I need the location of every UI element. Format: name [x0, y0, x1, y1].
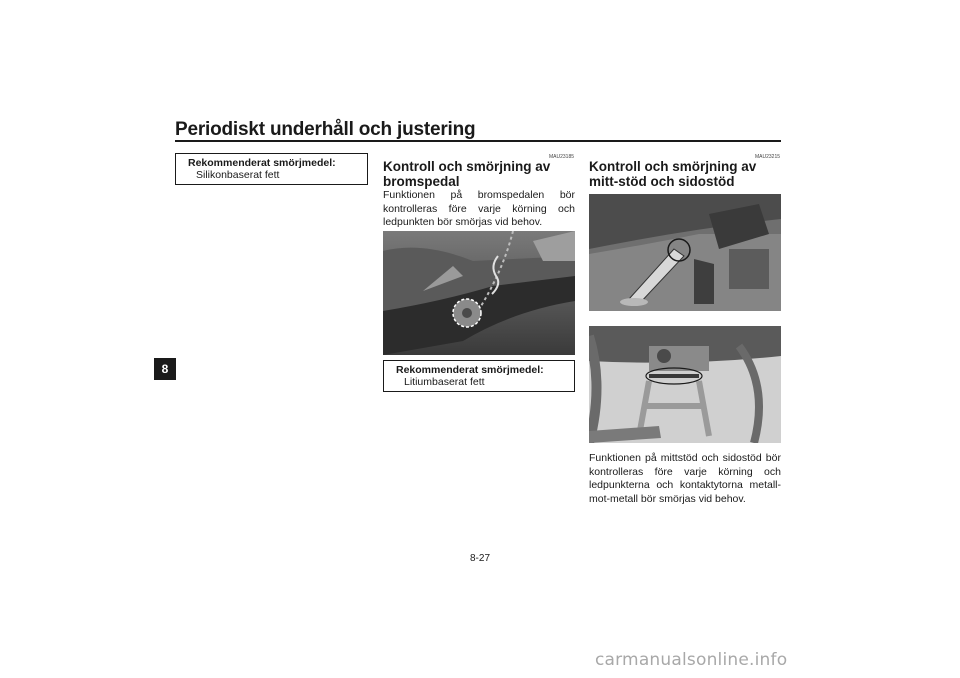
lubricant-label: Rekommenderat smörjmedel:: [188, 157, 336, 169]
section-heading-stands: [589, 159, 781, 189]
lubricant-label: Rekommenderat smörjmedel:: [396, 364, 544, 376]
lubricant-value: Litiumbaserat fett: [404, 376, 485, 388]
section-body-brake-pedal: Funktionen på bromspedalen bör kontrolleras före varje körning och ledpunkten bör smörjas vid behov.: [383, 189, 575, 228]
page-title: Periodiskt underhåll och justering: [175, 119, 476, 140]
section-heading-text: Kontroll och smörjning av bromspedal: [383, 159, 551, 189]
sidestand-photo: [589, 194, 781, 311]
chapter-tab: 8: [154, 358, 176, 380]
centerstand-photo: [589, 326, 781, 443]
page-number: 8-27: [469, 553, 490, 564]
lubricant-box-silicone: [175, 153, 368, 185]
section-heading-brake-pedal: [383, 159, 573, 189]
lubricant-box-lithium: [383, 360, 575, 392]
title-divider: [175, 140, 781, 142]
brake-pedal-photo: [383, 231, 575, 355]
ref-code: MAU23215: [754, 154, 780, 160]
section-heading-text: Kontroll och smörjning av mitt-stöd och sidostöd: [589, 159, 757, 189]
watermark: carmanualsonline.info: [595, 650, 788, 670]
section-body-stands: Funktionen på mittstöd och sidostöd bör kontrolleras före varje körning och ledpunkterna och kontaktytorna metall-mot-metall bör smörjas vid behov.: [589, 452, 781, 505]
lubricant-value: Silikonbaserat fett: [196, 169, 280, 181]
ref-code: MAU23185: [548, 154, 574, 160]
